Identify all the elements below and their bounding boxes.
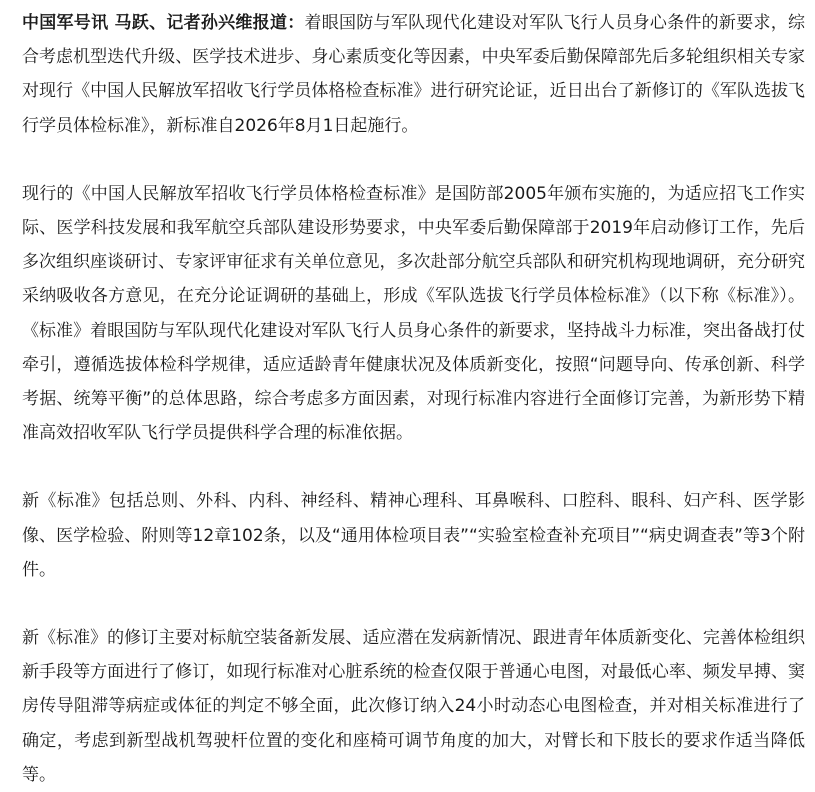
article-paragraph-3 — [22, 484, 805, 587]
paragraph-text: 新《标准》包括总则、外科、内科、神经科、精神心理科、耳鼻喉科、口腔科、眼科、妇产科、医学影像、医学检验、附则等12章102条，以及“通用体检项目表”“实验室检查补充项目”“病史调查表”等3个附件。 — [22, 491, 805, 580]
article-paragraph-4 — [22, 621, 805, 792]
article-paragraph-1 — [22, 6, 805, 143]
paragraph-text: 着眼国防与军队现代化建设对军队飞行人员身心条件的新要求，综合考虑机型迭代升级、医学技术进步、身心素质变化等因素，中央军委后勤保障部先后多轮组织相关专家对现行《中国人民解放军招收飞行学员体格检查标准》进行研究论证，近日出台了新修订的《军队选拔飞行学员体检标准》，新标准自2026年8月1日起施行。 — [22, 13, 805, 136]
paragraph-text: 新《标准》的修订主要对标航空装备新发展、适应潜在发病新情况、跟进青年体质新变化、完善体检组织新手段等方面进行了修订，如现行标准对心脏系统的检查仅限于普通心电图，对最低心率、频发早搏、窦房传导阻滞等病症或体征的判定不够全面，此次修订纳入24小时动态心电图检查，并对相关标准进行了确定，考虑到新型战机驾驶杆位置的变化和座椅可调节角度的加大，对臂长和下肢长的要求作适当降低等。 — [22, 628, 805, 785]
paragraph-text: 现行的《中国人民解放军招收飞行学员体格检查标准》是国防部2005年颁布实施的，为适应招飞工作实际、医学科技发展和我军航空兵部队建设形势要求，中央军委后勤保障部于2019年启动修订工作，先后多次组织座谈研讨、专家评审征求有关单位意见，多次赴部分航空兵部队和研究机构现地调研，充分研究采纳吸收各方意见，在充分论证调研的基础上，形成《军队选拔飞行学员体检标准》（以下称《标准》）。《标准》着眼国防与军队现代化建设对军队飞行人员身心条件的新要求，坚持战斗力标准，突出备战打仗牵引，遵循选拔体检科学规律，适应适龄青年健康状况及体质新变化，按照“问题导向、传承创新、科学考据、统筹平衡”的总体思路，综合考虑多方面因素，对现行标准内容进行全面修订完善，为新形势下精准高效招收军队飞行学员提供科学合理的标准依据。 — [22, 183, 805, 444]
byline-lead: 中国军号讯 马跃、记者孙兴维报道： — [22, 13, 305, 33]
article-paragraph-2 — [22, 177, 805, 451]
